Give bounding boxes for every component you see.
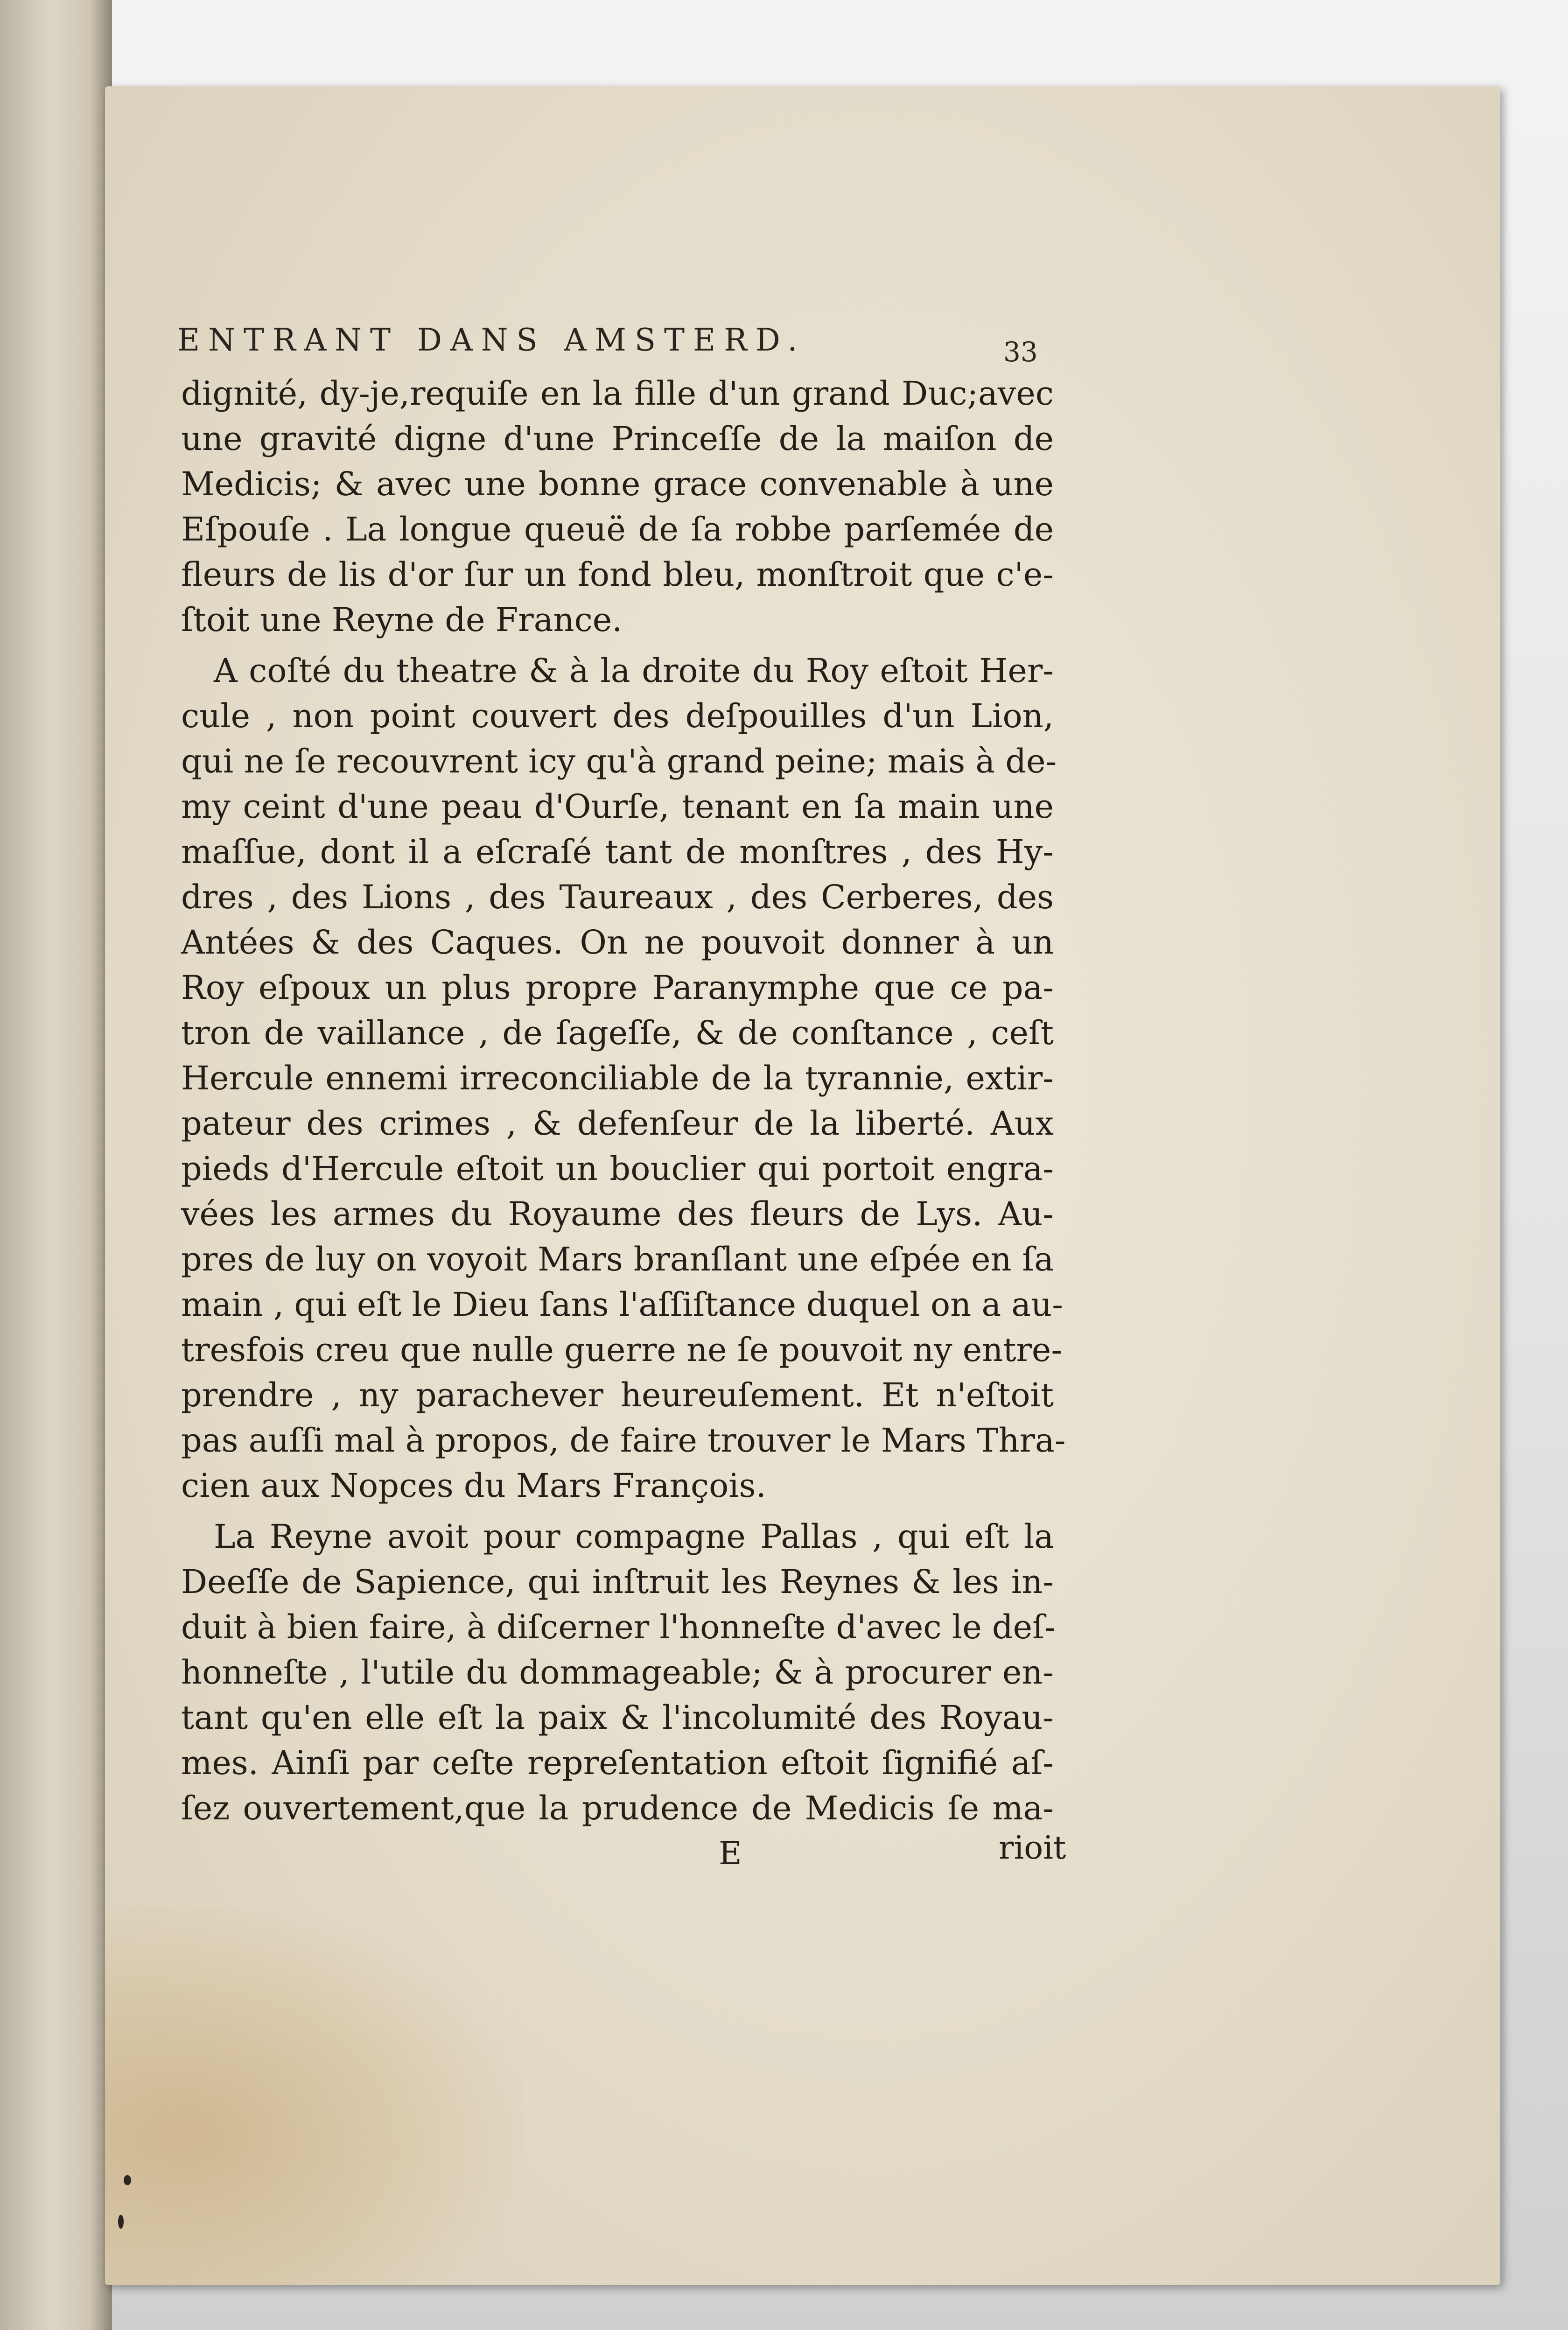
text-line: cien aux Nopces du Mars François. bbox=[181, 1467, 766, 1505]
facing-page-edge bbox=[0, 0, 112, 2330]
text-line: ſtoit une Reyne de France. bbox=[181, 601, 623, 639]
text-line: mes. Ainſi par ceſte repreſentation eſtoit ſignifié aſ- bbox=[181, 1744, 1054, 1782]
page-number: 33 bbox=[1003, 336, 1038, 368]
ink-spot bbox=[118, 2215, 124, 2229]
text-line: pateur des crimes , & defenſeur de la liberté. Aux bbox=[181, 1104, 1054, 1143]
text-line: Medicis; & avec une bonne grace convenable à une bbox=[181, 465, 1054, 503]
text-line: Hercule ennemi irreconciliable de la tyrannie, extir- bbox=[181, 1059, 1054, 1097]
text-line: my ceint d'une peau d'Ourſe, tenant en ſa main une bbox=[181, 787, 1054, 826]
body-text bbox=[181, 371, 1066, 1831]
text-line: main , qui eſt le Dieu ſans l'aſſiſtance duquel on a au- bbox=[181, 1285, 1063, 1324]
text-line: tresfois creu que nulle guerre ne ſe pouvoit ny entre- bbox=[181, 1331, 1062, 1369]
paragraph bbox=[181, 1514, 1054, 1831]
text-line: Eſpouſe . La longue queuë de ſa robbe parſemée de bbox=[181, 510, 1054, 548]
text-line: ſez ouvertement,que la prudence de Medicis ſe ma- bbox=[181, 1789, 1054, 1827]
text-line: prendre , ny parachever heureuſement. Et n'eſtoit bbox=[181, 1376, 1054, 1414]
water-stain bbox=[105, 1907, 525, 2285]
text-line: pres de luy on voyoit Mars branſlant une eſpée en ſa bbox=[181, 1240, 1054, 1278]
text-line: La Reyne avoit pour compagne Pallas , qui eſt la bbox=[214, 1517, 1054, 1556]
text-line: Deeſſe de Sapience, qui inſtruit les Reynes & les in- bbox=[181, 1563, 1054, 1601]
text-line: dres , des Lions , des Taureaux , des Cerberes, des bbox=[181, 878, 1054, 916]
text-line: qui ne ſe recouvrent icy qu'à grand peine; mais à de- bbox=[181, 742, 1057, 780]
text-line: cule , non point couvert des deſpouilles d'un Lion, bbox=[181, 697, 1054, 735]
paragraph bbox=[181, 648, 1066, 1509]
running-head: ENTRANT DANS AMSTERD. bbox=[177, 322, 806, 358]
text-line: maſſue, dont il a eſcraſé tant de monſtres , des Hy- bbox=[181, 833, 1054, 871]
text-line: pieds d'Hercule eſtoit un bouclier qui portoit engra- bbox=[181, 1150, 1054, 1188]
catchword: rioit bbox=[999, 1830, 1066, 1867]
signature-mark: E bbox=[719, 1835, 742, 1872]
text-line: duit à bien faire, à diſcerner l'honneſte d'avec le deſ- bbox=[181, 1608, 1056, 1646]
text-line: Antées & des Caques. On ne pouvoit donner à un bbox=[181, 923, 1054, 961]
text-line: dignité, dy-je,requiſe en la fille d'un grand Duc;avec bbox=[181, 374, 1054, 413]
text-line: fleurs de lis d'or ſur un fond bleu, monſtroit que c'e- bbox=[181, 555, 1054, 594]
text-line: pas auſſi mal à propos, de faire trouver le Mars Thra- bbox=[181, 1421, 1066, 1460]
ink-spot bbox=[124, 2175, 131, 2185]
paragraph bbox=[181, 371, 1054, 643]
text-line: tant qu'en elle eſt la paix & l'incolumité des Royau- bbox=[181, 1698, 1054, 1737]
text-line: Roy eſpoux un plus propre Paranymphe que ce pa- bbox=[181, 968, 1054, 1007]
text-line: A coſté du theatre & à la droite du Roy eſtoit Her- bbox=[214, 652, 1054, 690]
text-line: honneſte , l'utile du dommageable; & à procurer en- bbox=[181, 1653, 1054, 1691]
text-line: tron de vaillance , de ſageſſe, & de conſtance , ceſt bbox=[181, 1014, 1054, 1052]
text-line: une gravité digne d'une Princeſſe de la maiſon de bbox=[181, 420, 1054, 458]
text-line: vées les armes du Royaume des fleurs de Lys. Au- bbox=[181, 1195, 1054, 1233]
